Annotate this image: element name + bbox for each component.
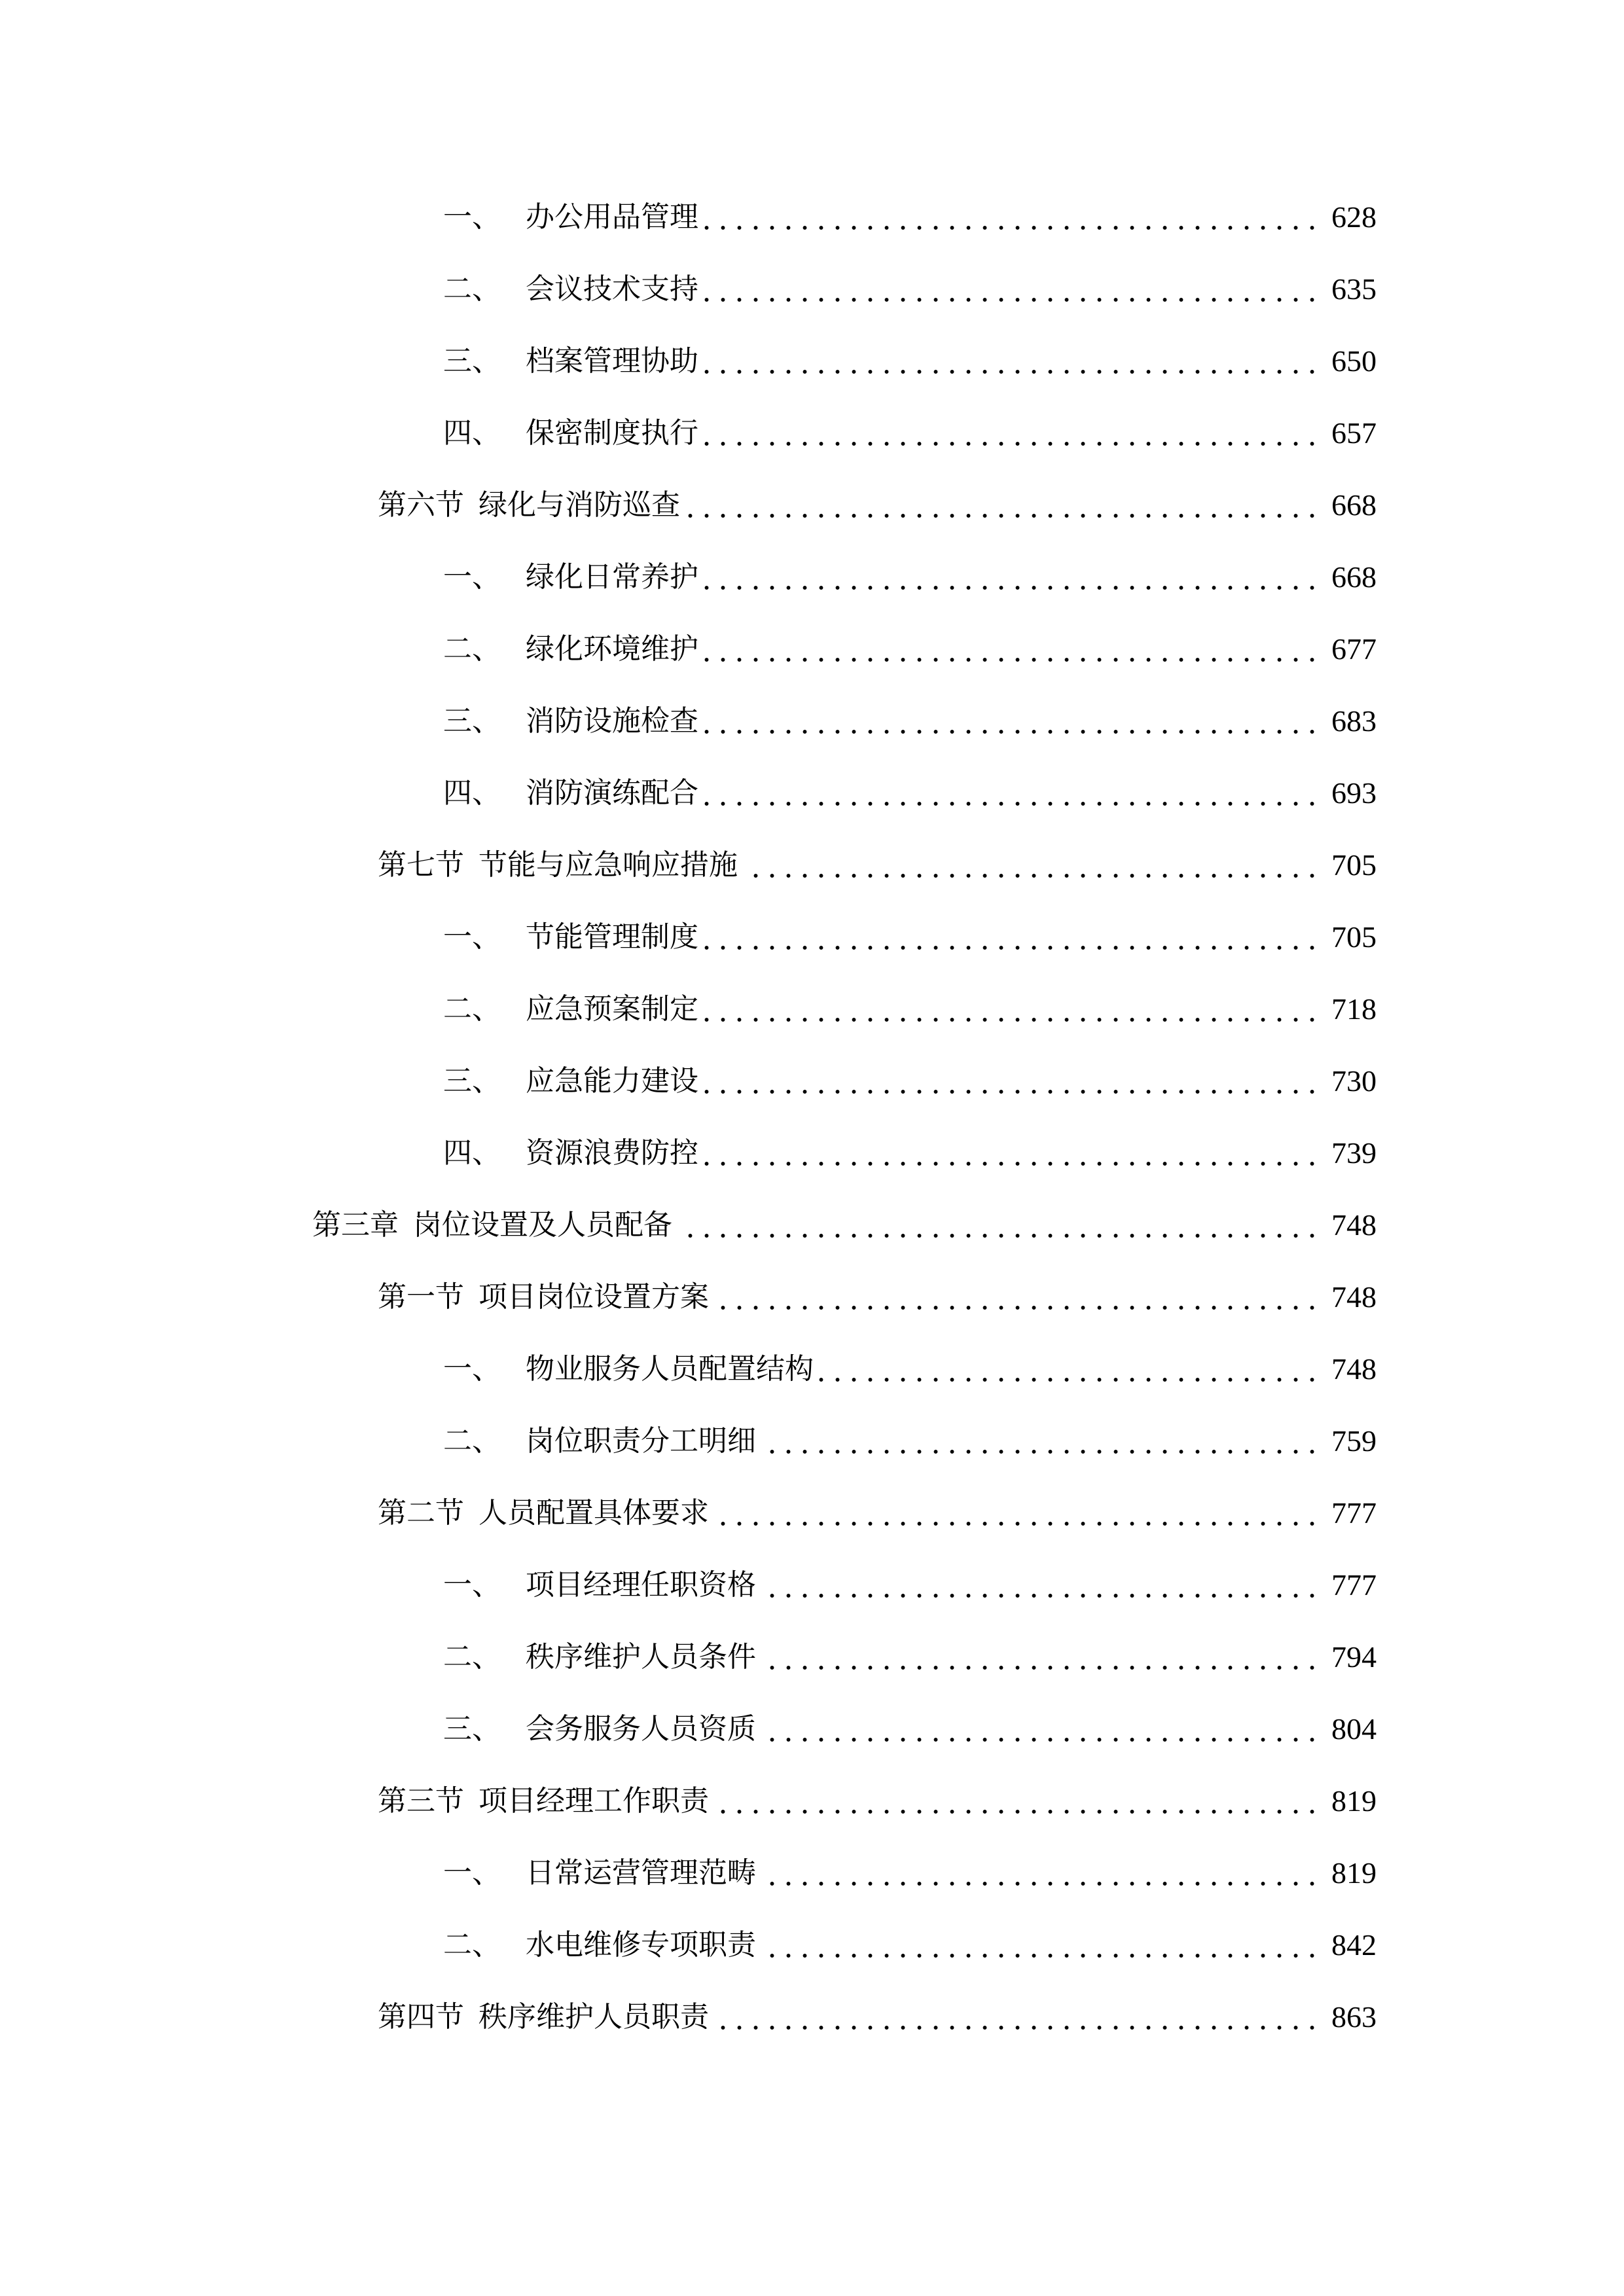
dot-leader bbox=[714, 1278, 1320, 1317]
toc-entry[interactable] bbox=[443, 630, 1377, 669]
toc-entry-page: 748 bbox=[1331, 1208, 1377, 1242]
toc-entry-title: 资源浪费防控 bbox=[526, 1136, 698, 1170]
toc-entry[interactable] bbox=[443, 1566, 1377, 1605]
toc-entry-title: 应急预案制定 bbox=[526, 992, 698, 1026]
toc-entry-title: 岗位职责分工明细 bbox=[526, 1424, 756, 1458]
toc-entry-number: 一、 bbox=[443, 1856, 501, 1890]
toc-entry[interactable] bbox=[443, 990, 1377, 1029]
toc-entry-title: 绿化日常养护 bbox=[526, 560, 698, 594]
dot-leader bbox=[677, 1206, 1320, 1245]
toc-entry-number: 第六节 bbox=[378, 488, 464, 522]
toc-entry[interactable] bbox=[443, 198, 1377, 237]
toc-entry-page: 819 bbox=[1331, 1856, 1377, 1890]
toc-entry-title: 人员配置具体要求 bbox=[478, 1496, 709, 1530]
toc-entry-number: 三、 bbox=[443, 344, 501, 378]
dot-leader bbox=[743, 846, 1320, 885]
toc-entry-number: 一、 bbox=[443, 920, 501, 954]
toc-entry-title: 秩序维护人员职责 bbox=[478, 2000, 709, 2034]
toc-entry-title: 档案管理协助 bbox=[526, 344, 698, 378]
toc-entry-number: 一、 bbox=[443, 1352, 501, 1386]
toc-entry-page: 705 bbox=[1331, 920, 1377, 954]
toc-entry-page: 657 bbox=[1331, 416, 1377, 450]
toc-entry-page: 628 bbox=[1331, 200, 1377, 234]
toc-entry[interactable] bbox=[443, 1926, 1377, 1965]
toc-entry-page: 794 bbox=[1331, 1640, 1377, 1674]
dot-leader bbox=[761, 1638, 1320, 1677]
toc-entry-number: 一、 bbox=[443, 1568, 501, 1602]
dot-leader bbox=[704, 630, 1320, 669]
toc-entry-page: 804 bbox=[1331, 1712, 1377, 1746]
toc-entry-number: 一、 bbox=[443, 200, 501, 234]
dot-leader bbox=[761, 1710, 1320, 1749]
toc-entry-title: 保密制度执行 bbox=[526, 416, 698, 450]
toc-entry-title: 项目经理工作职责 bbox=[478, 1784, 709, 1818]
dot-leader bbox=[704, 558, 1320, 597]
toc-entry-title: 消防演练配合 bbox=[526, 776, 698, 810]
toc-entry[interactable] bbox=[443, 1854, 1377, 1893]
toc-section-entry[interactable] bbox=[378, 486, 1377, 525]
toc-entry-page: 730 bbox=[1331, 1064, 1377, 1098]
toc-entry-title: 节能管理制度 bbox=[526, 920, 698, 954]
toc-entry[interactable] bbox=[443, 702, 1377, 741]
toc-entry-page: 635 bbox=[1331, 272, 1377, 306]
dot-leader bbox=[761, 1422, 1320, 1461]
dot-leader bbox=[704, 1062, 1320, 1101]
toc-entry-page: 739 bbox=[1331, 1136, 1377, 1170]
toc-entry[interactable] bbox=[443, 1134, 1377, 1173]
toc-entry-title: 会议技术支持 bbox=[526, 272, 698, 306]
toc-entry-page: 705 bbox=[1331, 848, 1377, 882]
toc-entry-number: 第一节 bbox=[378, 1280, 464, 1314]
toc-entry-page: 650 bbox=[1331, 344, 1377, 378]
dot-leader bbox=[714, 1998, 1320, 2037]
toc-entry[interactable] bbox=[443, 1710, 1377, 1749]
dot-leader bbox=[761, 1854, 1320, 1893]
toc-entry[interactable] bbox=[443, 1422, 1377, 1461]
toc-entry-page: 668 bbox=[1331, 488, 1377, 522]
toc-section-entry[interactable] bbox=[378, 1494, 1377, 1533]
toc-entry-title: 绿化环境维护 bbox=[526, 632, 698, 666]
toc-entry-page: 668 bbox=[1331, 560, 1377, 594]
toc-entry[interactable] bbox=[443, 774, 1377, 813]
toc-entry[interactable] bbox=[443, 558, 1377, 597]
toc-entry-number: 二、 bbox=[443, 632, 501, 666]
toc-entry-page: 718 bbox=[1331, 992, 1377, 1026]
dot-leader bbox=[761, 1926, 1320, 1965]
toc-section-entry[interactable] bbox=[378, 1782, 1377, 1821]
toc-entry-page: 683 bbox=[1331, 704, 1377, 738]
dot-leader bbox=[704, 342, 1320, 381]
toc-chapter-entry[interactable] bbox=[312, 1206, 1377, 1245]
toc-entry-number: 第二节 bbox=[378, 1496, 464, 1530]
toc-entry-number: 一、 bbox=[443, 560, 501, 594]
toc-entry[interactable] bbox=[443, 414, 1377, 453]
dot-leader bbox=[704, 270, 1320, 309]
dot-leader bbox=[704, 198, 1320, 237]
toc-entry-page: 748 bbox=[1331, 1352, 1377, 1386]
toc-section-entry[interactable] bbox=[378, 846, 1377, 885]
toc-entry[interactable] bbox=[443, 1350, 1377, 1389]
dot-leader bbox=[685, 486, 1320, 525]
toc-entry-title: 办公用品管理 bbox=[526, 200, 698, 234]
toc-section-entry[interactable] bbox=[378, 1278, 1377, 1317]
toc-entry-title: 秩序维护人员条件 bbox=[526, 1640, 756, 1674]
dot-leader bbox=[714, 1494, 1320, 1533]
toc-entry-page: 748 bbox=[1331, 1280, 1377, 1314]
toc-entry-title: 岗位设置及人员配备 bbox=[413, 1208, 672, 1242]
dot-leader bbox=[714, 1782, 1320, 1821]
toc-entry-number: 三、 bbox=[443, 1712, 501, 1746]
toc-entry-number: 二、 bbox=[443, 1640, 501, 1674]
toc-entry-page: 777 bbox=[1331, 1496, 1377, 1530]
toc-entry-title: 项目经理任职资格 bbox=[526, 1568, 756, 1602]
toc-entry-title: 水电维修专项职责 bbox=[526, 1928, 756, 1962]
dot-leader bbox=[704, 990, 1320, 1029]
toc-entry-page: 842 bbox=[1331, 1928, 1377, 1962]
dot-leader bbox=[704, 918, 1320, 957]
toc-entry[interactable] bbox=[443, 1062, 1377, 1101]
dot-leader bbox=[704, 774, 1320, 813]
toc-entry[interactable] bbox=[443, 918, 1377, 957]
toc-entry-number: 二、 bbox=[443, 992, 501, 1026]
toc-entry-page: 777 bbox=[1331, 1568, 1377, 1602]
toc-entry-number: 四、 bbox=[443, 1136, 501, 1170]
toc-entry[interactable] bbox=[443, 1638, 1377, 1677]
toc-entry-page: 693 bbox=[1331, 776, 1377, 810]
toc-entry-title: 绿化与消防巡查 bbox=[478, 488, 680, 522]
toc-entry-page: 677 bbox=[1331, 632, 1377, 666]
toc-entry-number: 第七节 bbox=[378, 848, 464, 882]
toc-entry-title: 节能与应急响应措施 bbox=[478, 848, 738, 882]
toc-entry-number: 三、 bbox=[443, 1064, 501, 1098]
toc-entry-title: 会务服务人员资质 bbox=[526, 1712, 756, 1746]
toc-entry-number: 四、 bbox=[443, 416, 501, 450]
toc-entry-number: 二、 bbox=[443, 1424, 501, 1458]
toc-entry-title: 消防设施检查 bbox=[526, 704, 698, 738]
toc-entry-page: 819 bbox=[1331, 1784, 1377, 1818]
dot-leader bbox=[704, 702, 1320, 741]
toc-entry-title: 物业服务人员配置结构 bbox=[526, 1352, 814, 1386]
toc-entry-number: 二、 bbox=[443, 272, 501, 306]
toc-entry-number: 四、 bbox=[443, 776, 501, 810]
toc-entry-page: 863 bbox=[1331, 2000, 1377, 2034]
dot-leader bbox=[704, 1134, 1320, 1173]
dot-leader bbox=[819, 1350, 1320, 1389]
toc-entry-number: 第三章 bbox=[312, 1208, 399, 1242]
toc-entry-number: 第四节 bbox=[378, 2000, 464, 2034]
toc-entry[interactable] bbox=[443, 342, 1377, 381]
toc-entry-title: 项目岗位设置方案 bbox=[478, 1280, 709, 1314]
toc-entry-number: 三、 bbox=[443, 704, 501, 738]
toc-entry[interactable] bbox=[443, 270, 1377, 309]
toc-entry-number: 二、 bbox=[443, 1928, 501, 1962]
toc-entry-number: 第三节 bbox=[378, 1784, 464, 1818]
dot-leader bbox=[704, 414, 1320, 453]
dot-leader bbox=[761, 1566, 1320, 1605]
toc-section-entry[interactable] bbox=[378, 1998, 1377, 2037]
toc-entry-title: 日常运营管理范畴 bbox=[526, 1856, 756, 1890]
toc-entry-page: 759 bbox=[1331, 1424, 1377, 1458]
toc-entry-title: 应急能力建设 bbox=[526, 1064, 698, 1098]
